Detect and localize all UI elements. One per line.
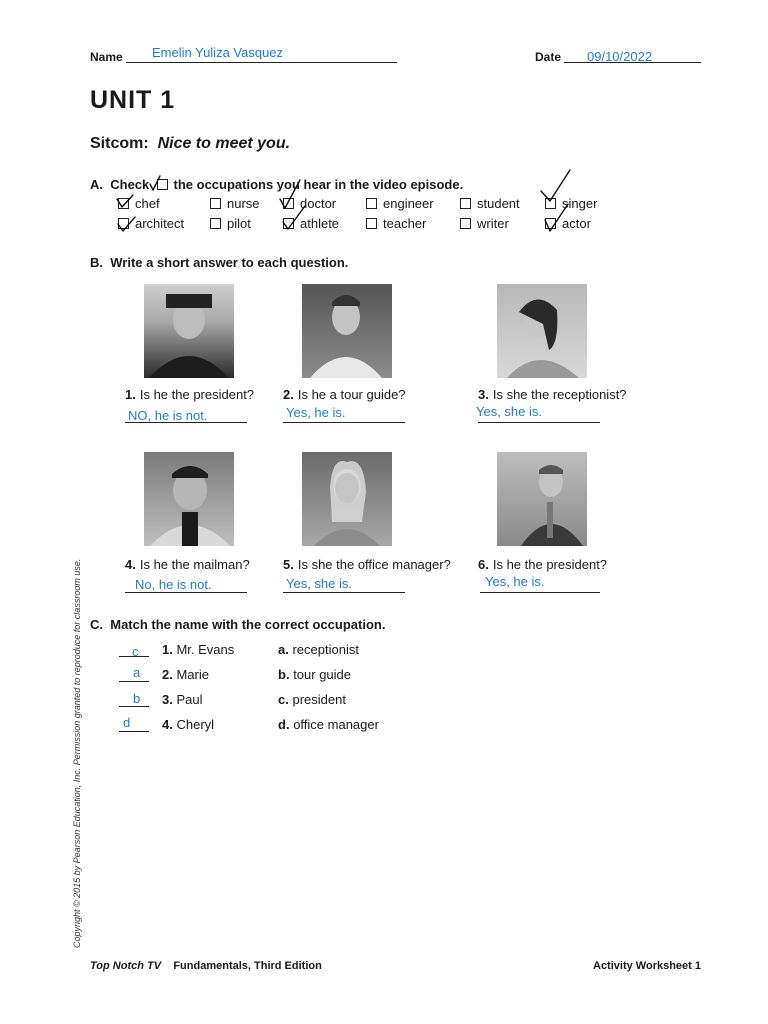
checkmark-icon <box>541 170 570 201</box>
answer-line <box>283 422 405 423</box>
match-occupation-a: a. receptionist <box>278 642 359 657</box>
occupation-label: athlete <box>300 216 340 231</box>
occupation-label: writer <box>477 216 509 231</box>
occupation-label: teacher <box>383 216 427 231</box>
question-2: 2. Is he a tour guide? <box>283 387 406 402</box>
checkmark-icon <box>283 206 305 229</box>
occupation-label: student <box>477 196 520 211</box>
match-answer-3[interactable]: b <box>133 691 141 706</box>
question-4: 4. Is he the mailman? <box>125 557 250 572</box>
match-occupation-d: d. office manager <box>278 717 379 732</box>
match-answer-line <box>119 681 149 682</box>
match-occupation-c: c. president <box>278 692 346 707</box>
question-1: 1. Is he the president? <box>125 387 255 402</box>
match-answer-1[interactable]: c <box>132 644 139 659</box>
occupation-label: nurse <box>227 196 260 211</box>
answer-3[interactable]: Yes, she is. <box>476 404 543 419</box>
occupation-label: architect <box>135 216 185 231</box>
sitcom-label: Sitcom: <box>90 135 149 152</box>
occupation-label: doctor <box>300 196 337 211</box>
occupation-label: pilot <box>227 216 251 231</box>
section-b-instruction <box>90 255 348 270</box>
name-field[interactable]: Emelin Yuliza Vasquez <box>152 45 284 60</box>
match-name-1: 1. Mr. Evans <box>162 642 235 657</box>
occupation-label: engineer <box>383 196 434 211</box>
section-b-letter: B. <box>90 255 103 270</box>
answer-5[interactable]: Yes, she is. <box>286 576 353 591</box>
answer-4[interactable]: No, he is not. <box>135 577 212 592</box>
photo-6 <box>497 452 587 546</box>
episode-title: Nice to meet you. <box>157 135 291 152</box>
section-b-text: Write a short answer to each question. <box>110 255 349 270</box>
match-name-3: 3. Paul <box>162 692 203 707</box>
answer-2[interactable]: Yes, he is. <box>286 405 346 420</box>
question-5: 5. Is she the office manager? <box>283 557 451 572</box>
match-occupation-b: b. tour guide <box>278 667 352 682</box>
checkmark-icon <box>150 176 160 190</box>
footer-worksheet: Activity Worksheet 1 <box>593 960 702 972</box>
section-a-letter: A. <box>90 177 103 192</box>
match-answer-line <box>119 731 149 732</box>
photo-3 <box>497 284 587 378</box>
occupation-label: actor <box>562 216 591 231</box>
checkmark-icon <box>545 204 568 231</box>
checkmark-icon <box>117 195 133 207</box>
answer-6[interactable]: Yes, he is. <box>485 574 545 589</box>
footer-left <box>90 960 322 972</box>
section-a-check-word: Check <box>110 177 150 192</box>
photo-4 <box>144 452 234 546</box>
match-answer-2[interactable]: a <box>133 665 141 680</box>
match-answer-line <box>119 706 149 707</box>
checkmark-icon <box>118 217 135 231</box>
date-field[interactable]: 09/10/2022 <box>587 49 653 64</box>
copyright-notice: Copyright © 2015 by Pearson Education, Inc. Permission granted to reproduce for classroom use. <box>72 558 82 948</box>
section-a-text: the occupations you hear in the video episode. <box>173 177 464 192</box>
photo-5 <box>302 452 392 546</box>
photo-2 <box>302 284 392 378</box>
answer-line <box>480 592 600 593</box>
question-6: 6. Is he the president? <box>478 557 608 572</box>
section-c-instruction <box>90 617 385 632</box>
unit-title: UNIT 1 <box>90 86 176 114</box>
checkmark-icon <box>280 180 300 208</box>
answer-line <box>283 592 405 593</box>
section-c-letter: C. <box>90 617 103 632</box>
match-answer-4[interactable]: d <box>123 715 131 730</box>
occupation-label: singer <box>562 196 598 211</box>
name-label: Name <box>90 50 123 64</box>
section-c-text: Match the name with the correct occupation. <box>110 617 386 632</box>
date-label: Date <box>535 50 562 64</box>
footer-series: Top Notch TV <box>90 960 162 972</box>
match-name-4: 4. Cheryl <box>162 717 215 732</box>
photo-1 <box>144 284 234 378</box>
handwritten-checkmarks <box>0 0 768 260</box>
answer-line <box>478 422 600 423</box>
footer-edition: Fundamentals, Third Edition <box>173 960 322 972</box>
occupation-label: chef <box>135 196 160 211</box>
question-3: 3. Is she the receptionist? <box>478 387 627 402</box>
match-name-2: 2. Marie <box>162 667 209 682</box>
answer-1[interactable]: NO, he is not. <box>128 408 208 423</box>
answer-line <box>125 592 247 593</box>
